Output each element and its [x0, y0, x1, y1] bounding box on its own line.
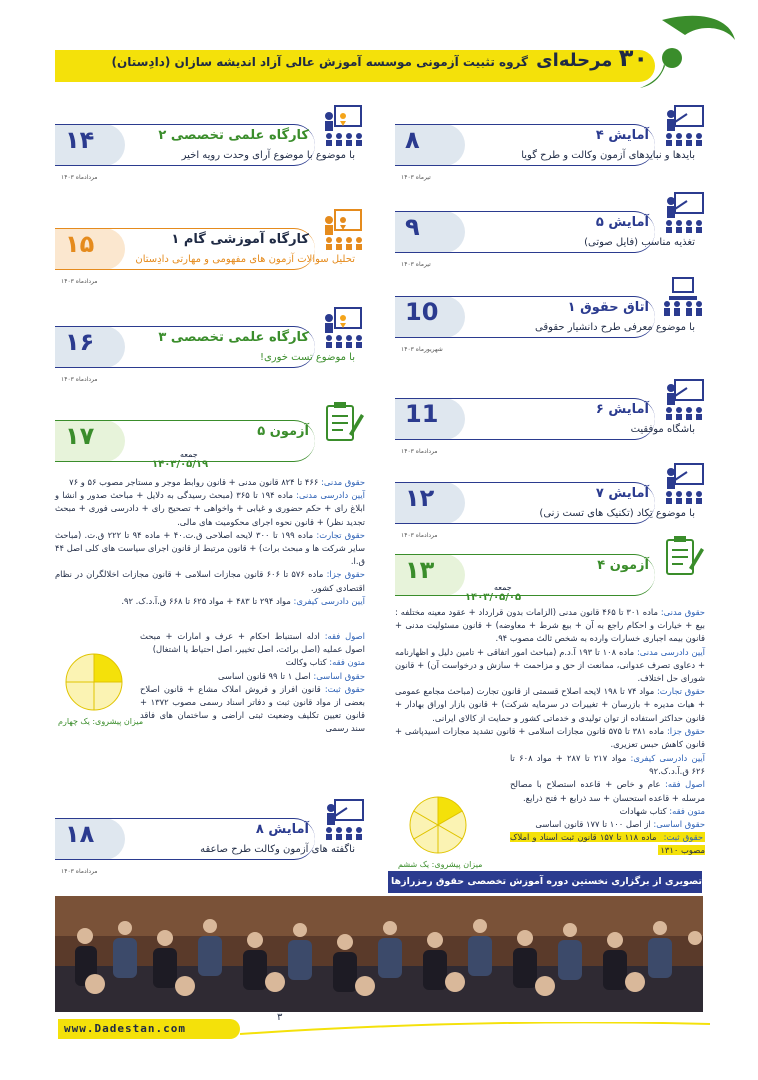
footer-website[interactable]: www.Dadestan.com	[58, 1019, 240, 1039]
syllabus-label: آیین دادرسی کیفری:	[630, 753, 705, 763]
syllabus-label: حقوق ثبت:	[663, 832, 703, 843]
card-title: آمایش ۷	[595, 486, 649, 501]
exam5-syllabus	[55, 476, 365, 608]
syllabus-line	[510, 818, 705, 831]
syllabus-text: قانون افراز و فروش املاک مشاع + قانون اصلاح بعضی از مواد قانون ثبت و دفاتر اسناد رسمی مصوب ۱۳۷۲ + قانون تعیین تکلیف وضعیت ثبتی اراضی و ساختمان های فاقد سند رسمی	[140, 683, 365, 734]
syllabus-line	[140, 683, 365, 736]
syllabus-label: آیین دادرسی کیفری:	[293, 595, 365, 606]
card-subtitle: با موضوع معرفی طرح دانشیار حقوقی	[535, 322, 695, 333]
syllabus-text: ماده ۱۹۹ تا ۳۰۰ لایحه اصلاحی ق.ت.۴۰ + ماده ۹۴ تا ۲۲۲ ق.ت. (مباحث سایر شرکت ها و مبحث برات) + قانون مرتبط از قانون اجرای سیاست های کلی اصل ۴۴ ق.ا.	[55, 529, 365, 567]
syllabus-label: آیین دادرسی مدنی:	[296, 490, 365, 501]
stage-number: ۳۰	[618, 44, 648, 72]
card-number: ۱۳	[405, 556, 435, 584]
card-subtitle: با موضوع تِکاد (تکنیک های تست زنی)	[539, 508, 695, 519]
card-number: ۸	[405, 126, 420, 154]
card-subtitle: با موضوع تست خوری!	[259, 352, 355, 363]
card-title: آمایش ۸	[255, 822, 309, 837]
header-title: گروه تثبیت آزمونی موسسه آموزش عالی آزاد اندیشه سازان (دادِستان)	[111, 55, 528, 69]
card-title: آمایش ۶	[595, 402, 649, 417]
card-date: مردادماه ۱۴۰۳	[61, 278, 98, 285]
exam4-date: ۱۴۰۳/۰۵/۰۵	[465, 592, 522, 603]
syllabus-text: کتاب وکالت	[285, 657, 330, 668]
syllabus-text: ماده ۱۰۸ تا ۱۹۳ آ.د.م (مباحث امور اتفاقی + تامین دلیل و اظهارنامه + دعاوی تصرف عدوانی، ممانعت از حق و مزاحمت + سازش و درخواست آن) + قانون شورای حل اختلاف.	[395, 646, 705, 684]
syllabus-text: اصل ۱ تا ۹۹ قانون اساسی	[217, 670, 314, 681]
exam4-progress-pie	[408, 795, 468, 855]
pie-slice	[66, 682, 94, 710]
card-title: کارگاه علمی تخصصی ۲	[158, 128, 309, 143]
header-stage	[536, 44, 648, 72]
card-kargah-3	[55, 320, 365, 390]
card-title: آمایش ۵	[595, 215, 649, 230]
syllabus-line	[510, 805, 705, 818]
workshop-icon	[321, 104, 365, 148]
exam5-progress-label: میزان پیشروی: یک چهارم	[58, 717, 144, 726]
syllabus-label: حقوق اساسی:	[653, 819, 705, 830]
meeting-icon	[661, 276, 705, 320]
card-date: مردادماه ۱۴۰۳	[61, 174, 98, 181]
card-number: ۱۶	[65, 328, 95, 356]
syllabus-text: مواد ۲۹۴ تا ۴۸۳ + مواد ۶۲۵ تا ۶۶۸ ق.آ.د.ک. ۹۲.	[121, 595, 294, 606]
card-number: ۱۲	[405, 484, 435, 512]
card-number: 10	[405, 298, 439, 326]
syllabus-label: حقوق اساسی:	[313, 670, 365, 681]
stage-word: مرحله‌ای	[536, 50, 613, 71]
syllabus-text: مواد ۷۴ تا ۱۹۸ لایحه اصلاح قسمتی از قانون تجارت (مباحث مجامع عمومی + هیات مدیره + بازرسان + تغییرات در سرمایه شرکت) + قانون بازار اوراق بهادار + قانون حداکثر استفاده از توان تولیدی و خدماتی کشور و حمایت از کالای ایرانی.	[395, 686, 705, 723]
syllabus-label: متون فقه:	[329, 657, 365, 668]
workshop-icon	[321, 306, 365, 350]
syllabus-label: اصول فقه:	[324, 631, 365, 641]
card-subtitle: ناگفته های آزمون وکالت طرح صاعقه	[200, 844, 355, 855]
syllabus-line	[510, 831, 705, 857]
card-date: مردادماه ۱۴۰۳	[61, 868, 98, 875]
syllabus-line	[510, 752, 705, 778]
card-date: تیرماه ۱۴۰۳	[401, 174, 431, 181]
syllabus-text: ادله استنباط احکام + عرف و امارات + مبحث اصول عملیه (اصل برائت، اصل تخییر، اصل احتیاط یا اشتغال)	[140, 631, 365, 655]
syllabus-text: ۴۶۶ تا ۸۲۴ قانون مدنی + قانون روابط موجر و مستاجر مصوب ۵۶ و ۷۶	[69, 477, 322, 487]
exam4-syllabus-cont	[510, 752, 705, 858]
syllabus-text: ماده ۳۸۱ تا ۵۷۵ قانون مجازات اسلامی + قانون تشدید مجازات اسیدپاشی + قانون کاهش حبس تعزیری.	[395, 725, 705, 750]
syllabus-text: عام و خاص + قاعده استصلاح با مصالح مرسله + قاعده استحسان + سد ذرایع + فتح ذرایع.	[510, 779, 705, 803]
card-number: ۱۸	[65, 820, 95, 848]
syllabus-line	[140, 630, 365, 656]
card-number: ۱۴	[65, 126, 95, 154]
classroom-icon	[321, 798, 365, 842]
card-amayesh-8	[55, 812, 365, 882]
card-kargah-gam-1	[55, 222, 365, 292]
syllabus-label: حقوق جزا:	[666, 725, 705, 736]
workshop-icon	[321, 208, 365, 252]
pie-slice	[94, 654, 122, 682]
card-amayesh-6	[395, 392, 705, 462]
syllabus-text: ماده ۳۰۱ تا ۴۶۵ قانون مدنی (الزامات بدون قرارداد + عقود معینه مختلفه : بیع + خیارات و احکام راجع به آن + بیع شرط + معاوضه) + قانون مسئولیت مدنی + قانون بیمه اجباری خسارات وارده به شخص ثالث مصوب ۹۴.	[395, 607, 705, 644]
syllabus-line	[395, 725, 705, 751]
exam5-day: جمعه	[180, 450, 198, 459]
syllabus-label: متون فقه:	[669, 805, 705, 816]
card-date: مردادماه ۱۴۰۳	[401, 448, 438, 455]
card-title: آزمون ۴	[597, 558, 649, 573]
syllabus-line	[55, 529, 365, 569]
exam5-progress-pie	[64, 652, 124, 712]
classroom-icon	[661, 104, 705, 148]
card-amayesh-4	[395, 118, 705, 188]
syllabus-label: حقوق مدنی:	[660, 607, 705, 617]
syllabus-line	[55, 476, 365, 489]
exam4-progress-label: میزان پیشروی: یک ششم	[398, 860, 483, 869]
card-subtitle: با موضوع با موضوع آرای وحدت رویه اخیر	[181, 150, 355, 161]
card-subtitle: بایدها و نبایدهای آزمون وکالت و طرح گویا	[521, 150, 695, 161]
syllabus-label: آیین دادرسی مدنی:	[636, 646, 705, 657]
card-date: مردادماه ۱۴۰۳	[401, 532, 438, 539]
exam4-syllabus	[395, 606, 705, 751]
card-number: 11	[405, 400, 439, 428]
card-number: ۱۵	[65, 230, 95, 258]
card-title: اتاق حقوق ۱	[567, 300, 649, 315]
card-title: آزمون ۵	[257, 424, 309, 439]
syllabus-text: کتاب شهادات	[619, 805, 670, 816]
classroom-icon	[661, 378, 705, 422]
card-date: تیرماه ۱۴۰۳	[401, 261, 431, 268]
syllabus-line	[55, 595, 365, 608]
syllabus-label: حقوق تجارت:	[656, 686, 705, 697]
exam-clipboard-icon	[661, 534, 705, 578]
pie-slice	[66, 654, 94, 682]
syllabus-text: ماده ۵۷۶ تا ۶۰۶ قانون مجازات اسلامی + قانون مجازات اخلالگران در نظام اقتصادی کشور.	[55, 569, 365, 593]
syllabus-text: ماده ۱۹۴ تا ۳۶۵ (مبحث رسیدگی به دلایل + مباحث صدور و انشا و ابلاغ رای + حکم حضوری و غیابی + واخواهی + تصحیح رای + دادرسی فوری + مبحث تجدید نظر) + قانون نحوه اجرای محکومیت های مالی.	[55, 490, 365, 527]
card-amayesh-7	[395, 476, 705, 546]
card-amayesh-5	[395, 205, 705, 275]
card-title: آمایش ۴	[595, 128, 649, 143]
card-kargah-2	[55, 118, 365, 188]
page-number: ۳	[277, 1012, 283, 1023]
syllabus-line	[140, 656, 365, 669]
syllabus-line	[140, 670, 365, 683]
syllabus-text: ماده ۱۱۸ تا ۱۵۷ قانون ثبت اسناد و املاک مصوب ۱۳۱۰	[510, 832, 705, 856]
card-date: شهریورماه ۱۴۰۳	[401, 346, 443, 353]
footer-line	[240, 1022, 710, 1036]
pie-slice	[94, 682, 122, 710]
card-subtitle: تحلیل سوالات آزمون های مفهومی و مهارتی دادِستان	[135, 254, 355, 265]
syllabus-label: حقوق جزا:	[326, 569, 365, 580]
syllabus-label: حقوق ثبت:	[324, 683, 365, 694]
classroom-icon	[661, 191, 705, 235]
exam4-day: جمعه	[494, 583, 512, 592]
syllabus-text: از اصل ۱۰۰ تا ۱۷۷ قانون اساسی	[535, 819, 654, 830]
syllabus-line	[55, 568, 365, 594]
event-photo	[55, 896, 703, 1012]
card-subtitle: باشگاه موفقیت	[630, 424, 695, 435]
card-otagh-hoghoogh-1	[395, 290, 705, 360]
syllabus-line	[55, 489, 365, 529]
syllabus-line	[395, 606, 705, 646]
exam-clipboard-icon	[321, 400, 365, 444]
syllabus-label: حقوق مدنی:	[321, 477, 365, 487]
card-subtitle: تغذیه مناسب (فایل صوتی)	[584, 237, 695, 248]
card-date: مردادماه ۱۴۰۳	[61, 376, 98, 383]
syllabus-line	[395, 685, 705, 725]
exam5-date: ۱۴۰۳/۰۵/۱۹	[152, 459, 209, 470]
card-number: ۹	[405, 213, 420, 241]
classroom-icon	[661, 462, 705, 506]
card-azmoon-5	[55, 414, 365, 484]
syllabus-label: حقوق تجارت:	[316, 529, 365, 540]
card-title: کارگاه علمی تخصصی ۳	[158, 330, 309, 345]
syllabus-label: اصول فقه:	[665, 779, 705, 790]
card-number: ۱۷	[65, 422, 95, 450]
card-title: کارگاه آموزشی گام ۱	[171, 232, 309, 247]
syllabus-line	[510, 778, 705, 804]
syllabus-line	[395, 646, 705, 686]
photo-caption: تصویری از برگزاری نخستین دوره آموزش تخصصی حقوق رمزرازها در ایران	[388, 871, 702, 893]
syllabus-text: مواد ۲۱۷ تا ۲۸۷ + مواد ۶۰۸ تا ۶۲۶ ق.آ.د.ک.۹۲	[510, 753, 705, 777]
exam5-syllabus-cont	[140, 630, 365, 736]
